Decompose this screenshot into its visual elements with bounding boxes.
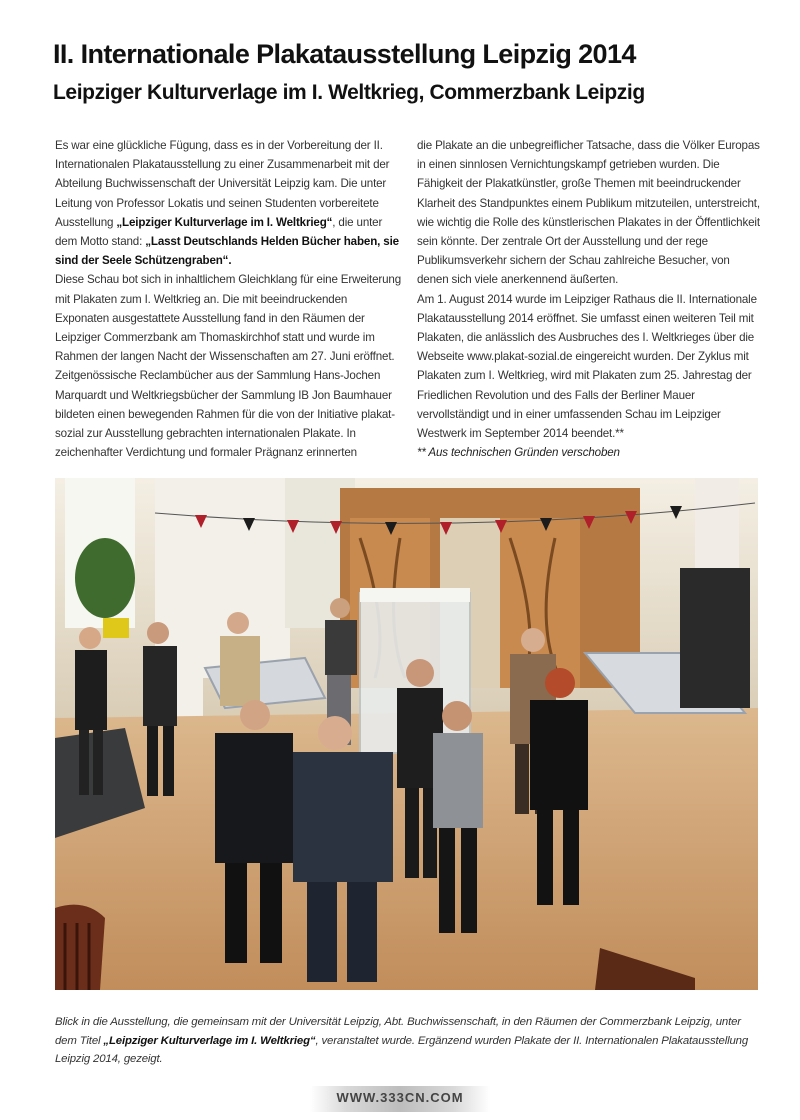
article-column-right xyxy=(417,136,761,462)
page-subtitle: Leipziger Kulturverlage im I. Weltkrieg, Commerzbank Leipzig xyxy=(53,81,645,104)
caption-title: „Leipziger Kulturverlage im I. Weltkrieg“ xyxy=(103,1034,316,1047)
exhibition-photo xyxy=(55,478,758,990)
article-paragraph xyxy=(55,136,403,270)
exhibition-motto: „Lasst Deutschlands Helden Bücher haben, sie sind der Seele Schützengraben“. xyxy=(55,235,399,268)
exhibition-title: „Leipziger Kulturverlage im I. Weltkrieg“ xyxy=(116,215,333,229)
caption-text: , veranstaltet wurde. Ergänzend wurden Plakate der II. Internationalen Plakatausstellung Leipzig 2014, gezeigt. xyxy=(55,1034,749,1066)
article-paragraph: die Plakate an die unbegreiflicher Tatsache, dass die Völker Europas in einen sinnlosen Vernichtungskampf getrieben wurden. Die Fähigkeit der Plakatkünstler, große Themen mit beeindruckender Klarheit des Standpunktes einem Publikum mitzuteilen, unterstreicht, wie wichtig die Rolle des künstlerischen Plakates in der Öffentlichkeit sein könnte. Der zentrale Ort der Ausstellung und der rege Publikumsverkehr sichern der Schau zahlreiche Besucher, von denen sich viele anerkennend äußerten. xyxy=(417,139,760,287)
photo-caption xyxy=(55,1013,755,1069)
page-title: II. Internationale Plakatausstellung Leipzig 2014 xyxy=(53,39,636,69)
article-paragraph: Diese Schau bot sich in inhaltlichem Gleichklang für eine Erweiterung mit Plakaten zum I. Weltkrieg an. Die mit beeindruckenden Exponaten ausgestattete Ausstellung fand in den Räumen der Leipziger Commerzbank am Thomaskirchhof statt und wurde im Rahmen der langen Nacht der Wissenschaften am 27. Juni eröffnet. Zeitgenössische Reclambücher aus der Sammlung Hans-Jochen Marquardt und Weltkriegsbücher der Sammlung IB Jon Baumhauer bildeten einen bewegenden Rahmen für die von der Initiative plakat-sozial zur Ausstellung gebrachten internationalen Plakate. In zeichenhafter Verdichtung und formaler Prägnanz erinnerten xyxy=(55,273,402,460)
caption-text: Blick in die Ausstellung, die gemeinsam mit der Universität Leipzig, Abt. Buchwissenschaft, in den Räumen der Commerzbank Leipzig, unter dem Titel xyxy=(55,1016,741,1047)
article-text: Es war eine glückliche Fügung, dass es in der Vorbereitung der II. Internationalen Plakatausstellung zu einer Zusammenarbeit mit der Abteilung Buchwissenschaft der Universität Leipzig kam. Die unter Leitung von Professor Lokatis und seinen Studenten vorbereitete Ausstellung xyxy=(55,139,390,229)
watermark-text: WWW.333CN.COM xyxy=(336,1090,464,1105)
article-column-left xyxy=(55,136,403,462)
article-paragraph: Am 1. August 2014 wurde im Leipziger Rathaus die II. Internationale Plakatausstellung 2014 eröffnet. Sie umfasst einen weiteren Teil mit Plakaten, die anlässlich des Ausbruches des I. Weltkrieges über die Webseite www.plakat-sozial.de eingereicht wurden. Der Zyklus mit Plakaten zum I. Weltkrieg, wird mit Plakaten zum 25. Jahrestag der Friedlichen Revolution und des Falls der Berliner Mauer vervollständigt und in einer umfassenden Schau im Leipziger Westwerk im September 2014 beendet.** xyxy=(417,292,757,441)
footnote: ** Aus technischen Gründen verschoben xyxy=(417,446,620,460)
watermark xyxy=(310,1086,490,1112)
article-text: , die unter dem Motto stand: xyxy=(55,215,383,249)
